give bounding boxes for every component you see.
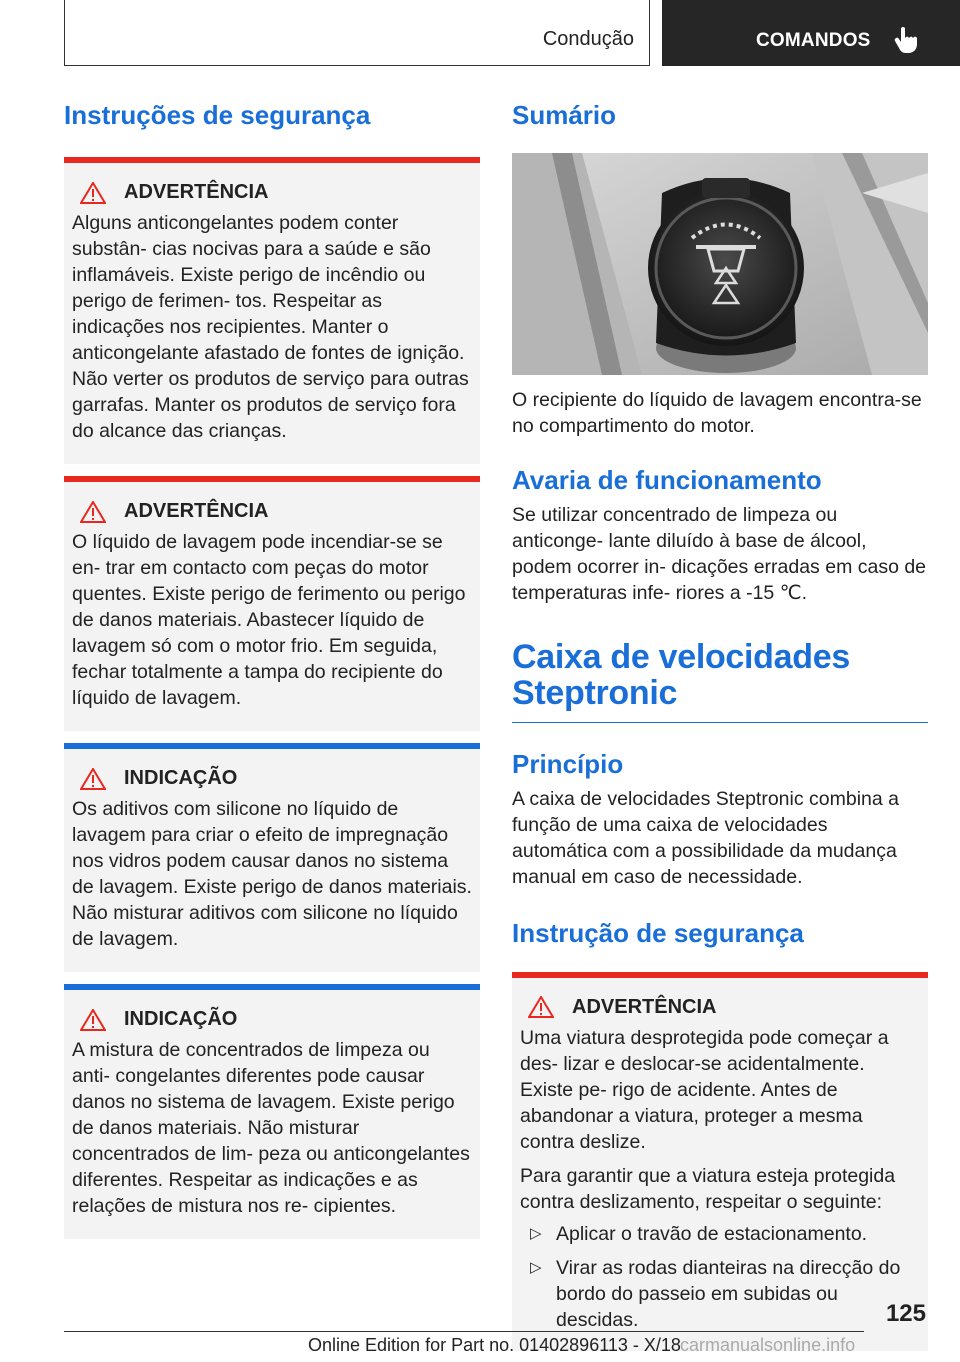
footer-watermark: carmanualsonline.info xyxy=(680,1335,856,1355)
summary-text: O recipiente do líquido de lavagem encontra-se no compartimento do motor. xyxy=(512,389,922,438)
title-divider xyxy=(512,722,928,724)
warning-text: Uma viatura desprotegida pode começar a des- lizar e deslocar-se acidentalmente. Existe pe- rigo de acidente. Antes de abandonar a viatura, proteger a mesma contra deslize. xyxy=(520,1026,889,1153)
note-box xyxy=(64,743,480,972)
safety-instructions-title: Instruções de segurança xyxy=(64,100,371,130)
warning-box xyxy=(64,476,480,731)
principle-text: A caixa de velocidades Steptronic combina a função de uma caixa de velocidades automática com a possibilidade da mudança manual em caso de necessidade. xyxy=(512,788,899,889)
header-chapter-label: COMANDOS xyxy=(756,30,871,51)
warning-triangle-icon xyxy=(528,996,554,1018)
steptronic-title xyxy=(512,640,928,711)
pointing-hand-icon xyxy=(894,26,920,54)
note-label: INDICAÇÃO xyxy=(124,767,238,790)
malfunction-title: Avaria de funcionamento xyxy=(512,465,822,496)
warning-label: ADVERTÊNCIA xyxy=(572,995,717,1018)
washer-reservoir-cap-illustration xyxy=(512,153,928,375)
footer-divider xyxy=(64,1331,864,1332)
note-text: Os aditivos com silicone no líquido de lavagem para criar o efeito de impregnação nos vidros podem causar danos no sistema de lavagem. Existe perigo de danos materiais. Não misturar aditivos com silicone no líquido de lavagem. xyxy=(72,798,472,951)
warning-triangle-icon xyxy=(80,1009,106,1031)
left-column xyxy=(64,100,480,1239)
footer-edition: Online Edition for Part no. 01402896113 - X/18 xyxy=(308,1335,681,1355)
list-item: ▷ Virar as rodas dianteiras na direcção do bordo do passeio em subidas ou descidas. xyxy=(520,1255,920,1333)
note-box xyxy=(64,984,480,1239)
steps-list xyxy=(520,1221,920,1333)
warning-triangle-icon xyxy=(80,501,106,523)
header-section-label: Condução xyxy=(542,28,634,50)
list-item: ▷ Aplicar o travão de estacionamento. xyxy=(520,1221,920,1247)
note-text: A mistura de concentrados de limpeza ou anti- congelantes diferentes pode causar danos no sistema de lavagem. Existe perigo de danos materiais. Não misturar concentrados de lim- peza ou anticongelantes diferentes. Respeitar as indicações e as relações de mistura nos re- cipientes. xyxy=(72,1039,470,1218)
steptronic-title-line2: Steptronic xyxy=(512,674,678,713)
summary-title: Sumário xyxy=(512,100,617,130)
right-column xyxy=(512,100,928,1351)
warning-box xyxy=(64,157,480,464)
warning-label: ADVERTÊNCIA xyxy=(124,500,269,523)
washer-reservoir-photo xyxy=(512,153,928,375)
principle-title: Princípio xyxy=(512,749,624,780)
malfunction-text: Se utilizar concentrado de limpeza ou anticonge- lante diluído à base de álcool, podem ocorrer in- dicações erradas em caso de temperaturas infe- riores a -15 ℃. xyxy=(512,504,927,605)
warning-text: Alguns anticongelantes podem conter substân- cias nocivas para a saúde e são inflamáveis. Existe perigo de incêndio ou perigo de ferimen- tos. Respeitar as indicações nos recipientes. Manter o anticongelante afastado de fontes de ignição. Não verter os produtos de serviço para outras garrafas. Manter os produtos de serviço fora do alcance das crianças. xyxy=(72,212,469,443)
steptronic-title-line1: Caixa de velocidades xyxy=(512,638,850,677)
warning-triangle-icon xyxy=(80,768,106,790)
warning-label: ADVERTÊNCIA xyxy=(124,181,269,204)
safety-instruction-title: Instrução de segurança xyxy=(512,918,804,949)
warning-text-2: Para garantir que a viatura esteja protegida contra deslizamento, respeitar o seguinte: xyxy=(520,1164,896,1213)
warning-box xyxy=(512,972,928,1351)
warning-text: O líquido de lavagem pode incendiar-se se en- trar em contacto com peças do motor quentes. Existe perigo de ferimento ou perigo de danos materiais. Abastecer líquido de lavagem só com o motor frio. Em seguida, fechar totalmente a tampa do recipiente do líquido de lavagem. xyxy=(72,531,466,710)
note-label: INDICAÇÃO xyxy=(124,1008,238,1031)
warning-triangle-icon xyxy=(80,182,106,204)
page-number: 125 xyxy=(885,1300,926,1327)
